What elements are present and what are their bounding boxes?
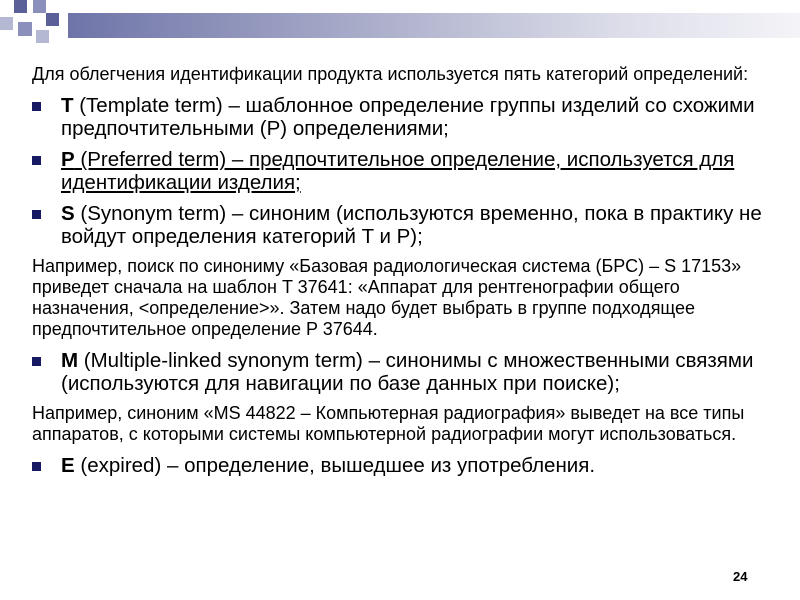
term-description: (Template term) – шаблонное определение группы изделий со схожими предпочтительными (P) определениями; [61, 94, 755, 140]
slide-content [32, 64, 772, 485]
decor-square [33, 0, 46, 13]
header-gradient-bar [68, 13, 800, 38]
term-letter: M [61, 349, 79, 372]
intro-text: Для облегчения идентификации продукта используется пять категорий определений: [32, 64, 749, 84]
term-letter: E [61, 454, 75, 477]
decor-square [36, 30, 49, 43]
example-text: Например, поиск по синониму «Базовая радиологическая система (БРС) – S 17153» приведет сначала на шаблон T 37641: «Аппарат для рентгенографии общего назначения, <определение>». Затем надо будет выбрать в группе подходящее предпочтительное определение P 37644. [32, 256, 742, 339]
term-letter: S [61, 202, 75, 225]
list-item [32, 94, 772, 140]
decor-square [46, 13, 59, 26]
decor-square [18, 22, 32, 36]
term-description: (Preferred term) – предпочтительное определение, используется для идентификации изделия; [61, 148, 735, 194]
term-description: (Multiple-linked synonym term) – синонимы с множественными связями (используются для навигации по базе данных при поиске); [61, 349, 754, 395]
square-bullet-icon [32, 102, 41, 111]
square-bullet-icon [32, 357, 41, 366]
list-item [32, 202, 772, 248]
term-letter: P [61, 148, 75, 171]
decor-square [14, 0, 27, 13]
example-text: Например, синоним «MS 44822 – Компьютерная радиография» выведет на все типы аппаратов, с которыми системы компьютерной радиографии могут использоваться. [32, 403, 745, 444]
list-item [32, 349, 772, 395]
list-item [32, 454, 772, 477]
term-description: (expired) – определение, вышедшее из употребления. [74, 454, 596, 477]
term-letter: T [61, 94, 74, 117]
term-description: (Synonym term) – синоним (используются временно, пока в практику не войдут определения категорий T и P); [61, 202, 762, 248]
square-bullet-icon [32, 156, 41, 165]
list-item [32, 148, 772, 194]
decor-square [0, 17, 13, 30]
square-bullet-icon [32, 210, 41, 219]
square-bullet-icon [32, 462, 41, 471]
page-number: 24 [733, 569, 748, 584]
